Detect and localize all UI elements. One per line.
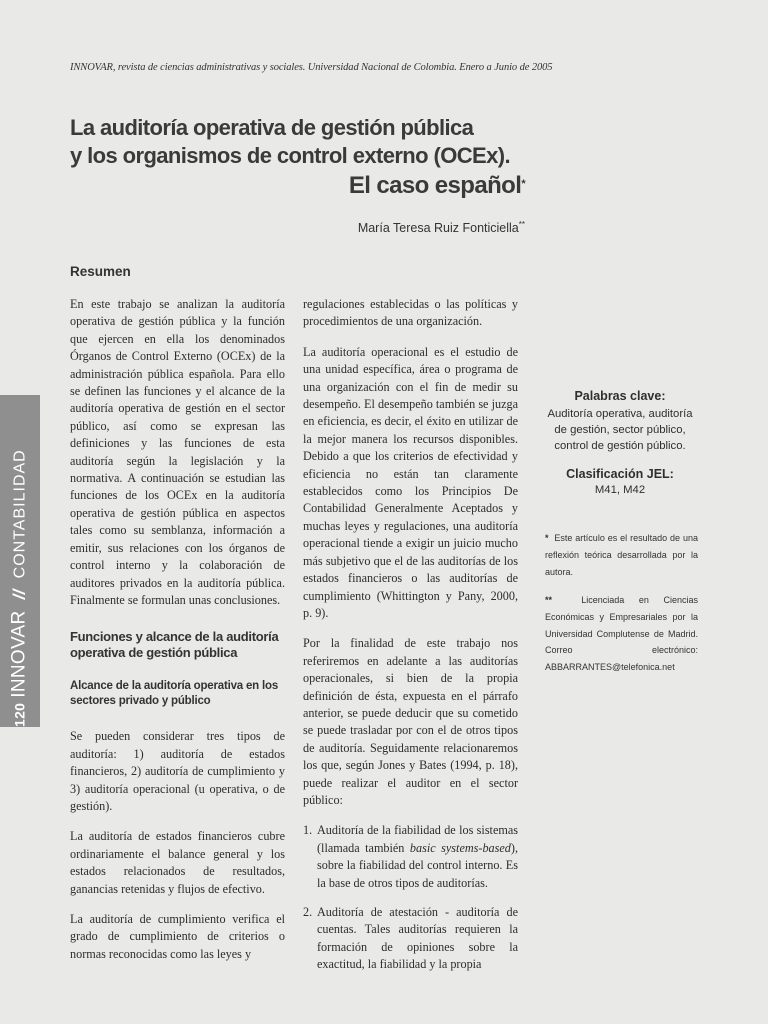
article-title	[70, 114, 525, 202]
paragraph: Por la finalidad de este trabajo nos referiremos en adelante a las auditorías operacionales, si bien de la propia definición de ésta, expuesta en el párrafo anterior, se puede deducir que su cometido se puede trasladar por con el de otros tipos de auditoría. Seguidamente relacionaremos los que, según Jones y Bates (1994, p. 18), puede realizar el auditor en el sector público:	[303, 636, 518, 807]
paragraph: Se pueden considerar tres tipos de auditoría: 1) auditoría de estados financieros, 2) auditoría de cumplimiento y 3) auditoría operacional (u operativa, o de gestión).	[70, 729, 285, 813]
footnote-1	[545, 530, 698, 580]
title-line-3-text: El caso español	[348, 172, 522, 199]
list-text-start: Auditoría de atestación - auditoría de cuentas. Tales auditorías requieren la formación de opiniones sobre la exactitud, la fiabilidad y la propia	[317, 905, 518, 972]
side-section-name: CONTABILIDAD	[11, 449, 29, 579]
paragraph: La auditoría de cumplimiento verifica el grado de cumplimiento de criterios o normas reconocidas como las leyes y	[70, 911, 285, 961]
list-text-end: ), sobre la fiabilidad del control interno. Es la base de otros tipos de auditorías.	[317, 840, 518, 890]
author-footnote-mark: **	[518, 220, 525, 229]
side-separator: //	[9, 589, 29, 600]
author-name	[320, 220, 525, 235]
paragraph: regulaciones establecidas o las políticas y procedimientos de una organización.	[303, 297, 518, 329]
side-journal-name: INNOVAR	[8, 610, 30, 698]
list-item	[303, 822, 518, 892]
keywords-heading: Palabras clave:	[574, 389, 666, 403]
footnote-1-mark: *	[545, 533, 549, 543]
abstract-heading: Resumen	[70, 264, 131, 279]
title-line-1: La auditoría operativa de gestión pública	[70, 115, 474, 140]
journal-header: INNOVAR, revista de ciencias administrativas y sociales. Universidad Nacional de Colombia. Enero a Junio de 2005	[70, 62, 553, 73]
title-line-3	[70, 170, 525, 202]
column-middle	[303, 296, 518, 986]
abstract-text: En este trabajo se analizan la auditoría operativa de gestión pública y la función que ejercen en ella los denominados Órganos de Control Externo (OCEx) de la administración pública española. Para ello se definen las funciones y el alcance de la auditoría operativa de gestión en el sector público, así como se expresan las definiciones y las funciones de esta auditoría según la legislación y la normativa. A continuación se estudian las funciones de los OCEx en la auditoría operativa de gestión pública en aspectos tales como su semblanza, información a emitir, sus relaciones con los órganos de control interno y la colaboración de auditores privados en la auditoría pública. Finalmente se formulan unas conclusiones.	[70, 297, 285, 607]
author-text: María Teresa Ruiz Fonticiella	[357, 221, 519, 236]
title-line-2: y los organismos de control externo (OCEx).	[70, 143, 510, 168]
jel-codes: M41, M42	[594, 484, 646, 496]
title-footnote-mark: *	[521, 178, 525, 190]
subsection-heading: Alcance de la auditoría operativa en los sectores privado y público	[70, 680, 279, 708]
paragraph: La auditoría de estados financieros cubre ordinariamente el balance general y los estados relacionados de resultados, ganancias retenidas y flujos de efectivo.	[70, 829, 285, 896]
column-left	[70, 296, 285, 976]
audit-types-list	[303, 822, 518, 973]
list-item	[303, 904, 518, 974]
paragraph: La auditoría operacional es el estudio de una unidad específica, área o programa de una organización con el fin de medir su desempeño. El desempeño también se juzga en eficiencia, es decir, el éxito en utilizar de la mejor manera los recursos disponibles. Debido a que los criterios de efectividad y eficiencia no están tan claramente establecidos como los Principios De Contabilidad Generalmente Aceptados y muchas leyes y regulaciones, una auditoría operacional tiende a exigir un juicio mucho más subjetivo que el de las auditorías de los estados financieros o las auditorías de cumplimiento (Whittington y Pany, 2000, p. 9).	[303, 344, 518, 620]
section-heading: Funciones y alcance de la auditoría operativa de gestión pública	[70, 629, 279, 661]
side-tab-label	[0, 449, 41, 727]
footnote-1-text: Este artículo es el resultado de una reflexión teórica desarrollada por la autora.	[545, 533, 698, 577]
footnote-2	[545, 592, 698, 676]
jel-heading: Clasificación JEL:	[566, 467, 674, 481]
page-number: 120	[11, 702, 28, 727]
keywords-text: Auditoría operativa, auditoría de gestión, sector público, control de gestión público.	[547, 408, 693, 452]
list-number: 2.	[303, 905, 313, 919]
footnote-2-mark: **	[545, 595, 553, 605]
list-text-italic: basic systems-based	[409, 840, 511, 855]
footnote-2-text: Licenciada en Ciencias Económicas y Empresariales por la Universidad Complutense de Madrid. Correo electrónico: ABBARRANTES@telefonica.net	[545, 595, 698, 673]
list-number: 1.	[303, 823, 313, 838]
list-text-start: Auditoría de la fiabilidad de los sistemas (llamada también	[317, 823, 518, 855]
